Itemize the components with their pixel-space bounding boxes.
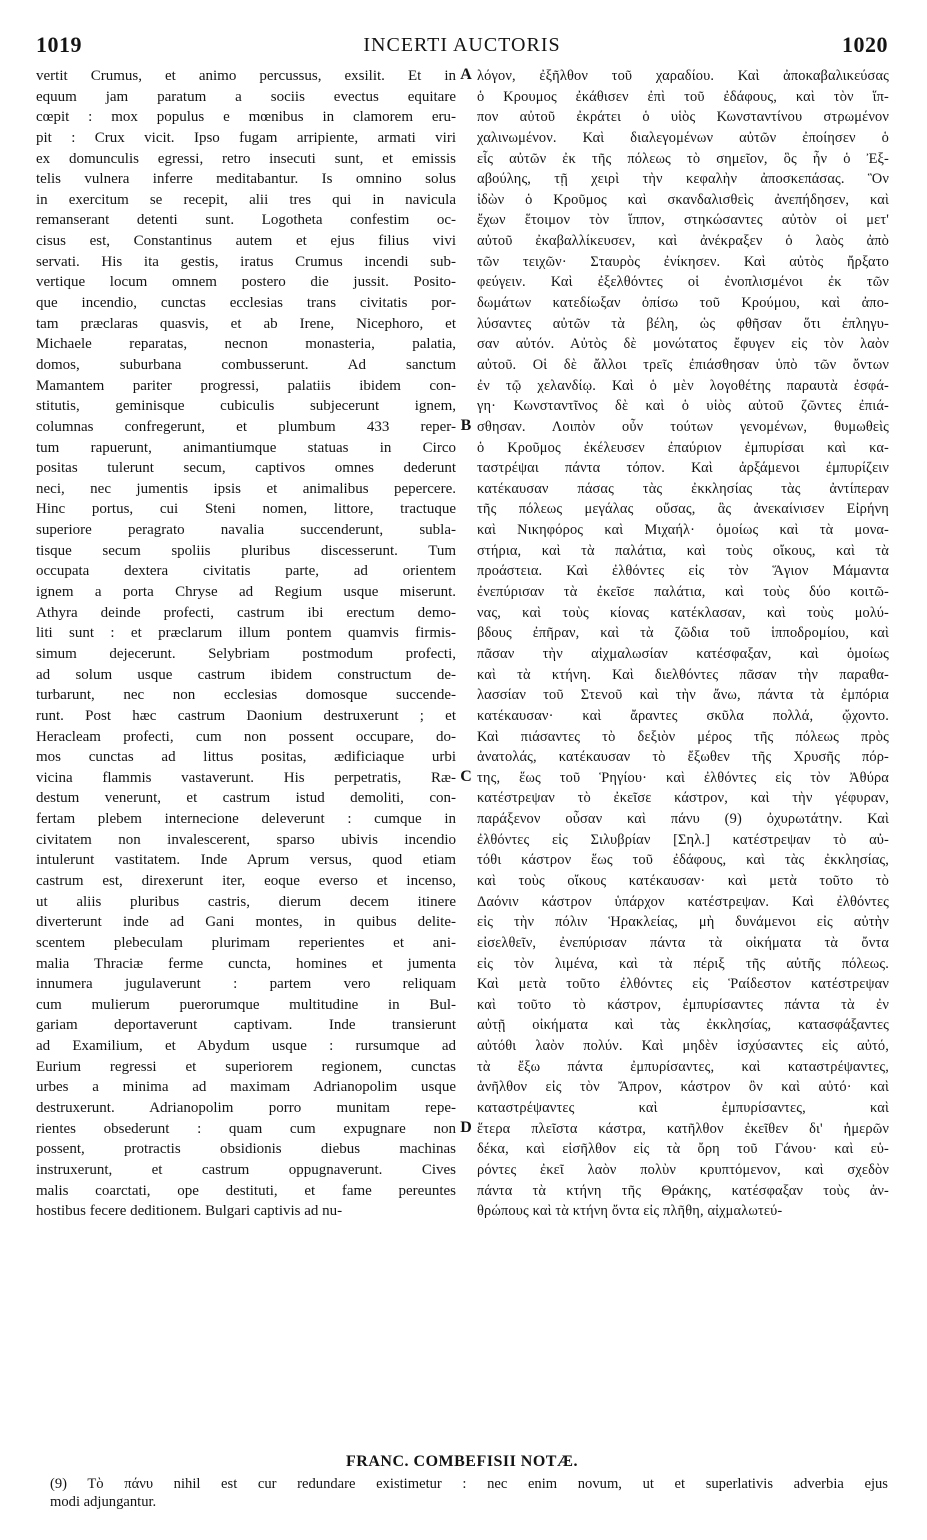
latin-text-line: instruxerunt, et castrum oppugnaverunt. Cives <box>36 1161 456 1178</box>
greek-text-line: τόθι κάστρον ἕως τοῦ ἐδάφους, καὶ τὰς ἐκκλησίας, <box>477 852 889 869</box>
margin-marker-a: A <box>460 66 472 83</box>
latin-text-line: Heracleam profecti, cum non possent occupare, do- <box>36 728 456 745</box>
latin-text-line: Eurium regressi et superiorem regionem, cunctas <box>36 1058 456 1075</box>
page-number-right: 1020 <box>842 32 888 57</box>
greek-text-line: αὐτοῦ ἐκαβαλλίκευσεν, καὶ ἀνέκραξεν ὁ λαὸς ἀπὸ <box>477 233 889 250</box>
latin-text-line: superiore peragrato navalia succenderunt, subla- <box>36 522 456 539</box>
latin-text-line: pit : Crux vicit. Ipso fugam arripiente, armati viri <box>36 129 456 146</box>
greek-text-line: σθησαν. Λοιπὸν οὖν τούτων γενομένων, θυμωθεὶς <box>477 418 889 435</box>
latin-text-line: vicina flammis vastaverunt. His perpetratis, Ræ- <box>36 769 456 786</box>
margin-marker-d: D <box>460 1119 472 1136</box>
greek-text-line: γη· Κωνσταντῖνος δὲ καὶ ὁ υἱὸς αὐτοῦ ζῶντες ἐπιά- <box>477 398 889 415</box>
latin-text-line: Athyra deinde profecti, castrum ibi erectum demo- <box>36 604 456 621</box>
greek-text-line: δωμάτων κατεδίωξαν ὀπίσω τοῦ Κρούμου, καὶ ἀπο- <box>477 295 889 312</box>
greek-text-line: στήρια, καὶ τὰ παλάτια, καὶ τοὺς οἴκους, καὶ τὰ <box>477 542 889 559</box>
greek-text-line: ρόντες ἐκεῖ λαὸν πολὺν κρυπτόμενον, καὶ σχεδὸν <box>477 1161 889 1178</box>
note-text-line: modi adjungantur. <box>50 1494 157 1510</box>
greek-text-line: πᾶσαν τὴν αἰχμαλωσίαν κατέσφαξαν, καὶ ὁμοίως <box>477 645 889 662</box>
latin-text-line: runt. Post hæc castrum Daonium destruxerunt ; et <box>36 707 456 724</box>
latin-text-line: hostibus fecere deditionem. Bulgari captivis ad nu- <box>36 1203 343 1220</box>
latin-text-line: Mamantem pariter progressi, palatiis ibidem con- <box>36 377 456 394</box>
latin-text-line: Hinc portus, cui Steni nomen, littore, tractuque <box>36 501 456 518</box>
greek-text-line: ἀνῆλθον εἰς τὸν Ἄπρον, κάστρον ὂν καὶ αὐτό· καὶ <box>477 1079 889 1096</box>
latin-text-line: malis coarctati, ope destituti, et fame pereuntes <box>36 1182 456 1199</box>
latin-text-line: Michaele reparatas, necnon monasteria, palatia, <box>36 336 456 353</box>
greek-text-line: δέκα, καὶ εἰσῆλθον εἰς τὰ ὄρη τοῦ Γάνου· καὶ εὑ- <box>477 1141 889 1158</box>
greek-text-line: σαν αὐτόν. Αὐτὸς δὲ μονώτατος ἔφυγεν εἰς τὸν λαὸν <box>477 336 889 353</box>
greek-text-line: τῆς πόλεως μεγάλας οὔσας, ἃς ἀνεκαίνισεν Εἰρήνη <box>477 501 889 518</box>
greek-text-line: λύσαντες αὐτῶν τὰ βέλη, ὡς φθῆσαν ὅτι ἐπληγυ- <box>477 315 889 332</box>
greek-text-line: καὶ τοῦτο τὸ κάστρον, ἐμπυρίσαντες πάντα τὰ ἐν <box>477 996 889 1013</box>
greek-text-line: ἐν τῷ χελανδίῳ. Καὶ ὁ μὲν λογοθέτης παραυτὰ ἐσφά- <box>477 377 889 394</box>
latin-text-line: neci, nec jumentis ipsis et animalibus pepercere. <box>36 480 456 497</box>
latin-text-line: ex domunculis egressi, retro insecuti sunt, et emissis <box>36 150 456 167</box>
latin-text-line: cisus est, Constantinus autem et ejus filius vivi <box>36 233 456 250</box>
greek-text-line: φεύγειν. Καὶ ἐξελθόντες οἱ ἐνοπλισμένοι ἐκ τῶν <box>477 274 889 291</box>
latin-text-line: tum rapuerunt, animantiumque statuas in Circo <box>36 439 456 456</box>
notes-title: FRANC. COMBEFISII NOTÆ. <box>346 1453 578 1470</box>
greek-text-line: πον αὐτοῦ ἐκράτει ὁ υἱὸς Κωνσταντίνου στρωμένον <box>477 109 889 126</box>
greek-text-line: εἷς αὐτῶν ἐκ τῆς πόλεως τὸ σημεῖον, ὃς ἦν ὁ Ἐξ- <box>477 150 889 167</box>
greek-column <box>477 66 889 1222</box>
greek-text-line: παράξενον οὖσαν καὶ πάνυ (9) ὀχυρωτάτην. Καὶ <box>477 811 889 828</box>
greek-text-line: εἰσελθεῖν, ἐνεπύρισαν πάντα τὰ οἰκήματα τὰ ὄντα <box>477 934 889 951</box>
greek-text-line: καὶ τὰ κτήνη. Καὶ διελθόντες πᾶσαν τὴν παραθα- <box>477 666 889 683</box>
greek-text-line: ἐνεπύρισαν τὰ ἐκεῖσε παλάτια, καὶ τοὺς δύο κοιτῶ- <box>477 584 889 601</box>
greek-text-line: ταστρέψαι πάντα τόπον. Καὶ ἀρξάμενοι ἐμπυρίζειν <box>477 460 889 477</box>
latin-text-line: ad Examilium, et Abydum usque : rursumque ad <box>36 1038 456 1055</box>
greek-text-line: της, ἕως τοῦ Ῥηγίου· καὶ ἐλθόντες εἰς τὸν Ἀθύρα <box>477 769 889 786</box>
greek-text-line: εἰς τὴν πόλιν Ἡρακλείας, μὴ δυνάμενοι εἰς αὐτὴν <box>477 914 889 931</box>
latin-text-line: cum mulierum puerorumque multitudine in Bul- <box>36 996 456 1013</box>
latin-text-line: tisque secum spoliis pluribus discesserunt. Tum <box>36 542 456 559</box>
greek-text-line: ὁ Κρουμος ἐκάθισεν ἐπὶ τοῦ ἐδάφους, καὶ τὸν ἵπ- <box>477 88 889 105</box>
notes-body <box>50 1475 888 1511</box>
page-number-left: 1019 <box>36 32 82 57</box>
greek-text-line: αὐτῇ οἰκήματα καὶ τὰς ἐκκλησίας, κατασφάξαντες <box>477 1017 889 1034</box>
greek-text-line: ἐλθόντες εἰς Σιλυβρίαν [Σηλ.] κατέστρεψαν τὸ αὐ- <box>477 831 889 848</box>
greek-text-line: τὰ ἔξω πάντα ἐμπυρίσαντες, καὶ καταστρέψαντες, <box>477 1058 889 1075</box>
latin-text-line: malia Thraciæ ferme cuncta, homines et jumenta <box>36 955 456 972</box>
latin-text-line: urbes a minima ad maximam Adrianopolim usque <box>36 1079 456 1096</box>
greek-text-line: εἰς τὸν λιμένα, καὶ τὰ πέριξ τῆς αὐτῆς πόλεως. <box>477 955 889 972</box>
greek-text-line: αβούλης, τῇ χειρὶ τὴν κεφαλὴν ἀποσκεπάσας. Ὃν <box>477 171 889 188</box>
greek-text-line: καὶ τοὺς οἴκους κατέκαυσαν· καὶ μετὰ τοῦτο τὸ <box>477 872 889 889</box>
latin-text-line: telis vulnera inferre meditabantur. Is omnino solus <box>36 171 456 188</box>
greek-text-line: βδους ἐπῆραν, καὶ τὰ ζῶδια τοῦ ἱπποδρομίου, καὶ <box>477 625 889 642</box>
greek-text-line: προάστεια. Καὶ ἐλθόντες εἰς τὸν Ἅγιον Μάμαντα <box>477 563 889 580</box>
latin-text-line: equum jam paratum a sociis evectus equitare <box>36 88 456 105</box>
latin-text-line: in exercitum se recepit, alii tres qui in navicula <box>36 191 456 208</box>
greek-text-line: Δαόνιν κάστρον ὑπάρχον κατέστρεψαν. Καὶ ἐλθόντες <box>477 893 889 910</box>
latin-text-line: liti sunt : et præclarum illum pontem quamvis firmis- <box>36 625 456 642</box>
greek-text-line: θρώπους καὶ τὰ κτήνη ὄντα εἰς πλῆθη, αἰχμαλωτεύ- <box>477 1203 783 1220</box>
latin-text-line: destum venerunt, et castrum istud demoliti, con- <box>36 790 456 807</box>
greek-text-line: καὶ Νικηφόρος καὶ Μιχαήλ· ὁμοίως καὶ τὰ μονα- <box>477 522 889 539</box>
latin-text-line: possent, protractis obsidionis diebus machinas <box>36 1141 456 1158</box>
greek-text-line: αὐτοῦ. Οἱ δὲ ἄλλοι τρεῖς ἐπιάσθησαν ὑπὸ τῶν ὄντων <box>477 356 889 373</box>
greek-text-line: Καὶ μετὰ τοῦτο ἐλθόντες εἰς Ῥαίδεστον κατέστρεψαν <box>477 976 889 993</box>
greek-text-line: ἔχων ἕτοιμον τὸν ἵππον, στηκώσαντες αὐτὸν οἱ μετ' <box>477 212 889 229</box>
greek-text-line: Καὶ πιάσαντες τὸ δεξιὸν μέρος τῆς πόλεως πρὸς <box>477 728 889 745</box>
latin-text-line: ignem a porta Chryse ad Regium usque miserunt. <box>36 584 456 601</box>
latin-text-line: castrum est, direxerunt iter, eoque everso et incenso, <box>36 872 456 889</box>
latin-text-line: rientes obsederunt : quam cum expugnare non <box>36 1120 456 1137</box>
page-header <box>36 30 888 64</box>
latin-text-line: turbarunt, nec non ecclesias domosque succende- <box>36 687 456 704</box>
latin-text-line: civitatem non invalescerent, sparso ubivis incendio <box>36 831 456 848</box>
greek-text-line: καταστρέψαντες καὶ ἐμπυρίσαντες, καὶ <box>477 1100 889 1117</box>
margin-marker-c: C <box>460 768 472 785</box>
latin-text-line: servati. His ita gestis, iratus Crumus incendi sub- <box>36 253 456 270</box>
latin-text-line: ad solum usque castrum ibidem constructum de- <box>36 666 456 683</box>
margin-marker-b: B <box>460 417 472 434</box>
latin-text-line: diverterunt inde ad Gani montes, in quibus delite- <box>36 914 456 931</box>
greek-text-line: αὐτόθι λαὸν πολύν. Καὶ μηδὲν ἰσχύσαντες εἰς αὐτό, <box>477 1038 889 1055</box>
running-title: INCERTI AUCTORIS <box>363 34 561 56</box>
greek-text-line: ἕτερα πλεῖστα κάστρα, κατῆλθον ἐκεῖθεν δι' ἡμερῶν <box>477 1120 889 1137</box>
greek-text-line: πάντα τὰ κτήνη τῆς Θράκης, κατέσφαξαν τοὺς ἀν- <box>477 1182 889 1199</box>
latin-text-line: innumera jugulaverunt : partem vero reliquam <box>36 976 456 993</box>
greek-text-line: κατέκαυσαν πάσας τὰς ἐκκλησίας τὰς ἀντίπεραν <box>477 480 889 497</box>
latin-text-line: mos cunctas ad littus positas, ædificiaque urbi <box>36 749 456 766</box>
latin-text-line: gariam deportaverunt captivam. Inde transierunt <box>36 1017 456 1034</box>
latin-text-line: positas tulerunt secum, captivos omnes dederunt <box>36 460 456 477</box>
latin-text-line: occupata dextera civitatis parte, ad orientem <box>36 563 456 580</box>
latin-text-line: cœpit : mox populus e mœnibus in clamorem eru- <box>36 109 456 126</box>
greek-text-line: τῶν τειχῶν· Σταυρὸς ἐνίκησεν. Καὶ αὐτὸς ἤρξατο <box>477 253 889 270</box>
greek-text-line: χαλινωμένον. Καὶ διαλεγομένων αὐτῶν ἐποίησεν ὁ <box>477 129 889 146</box>
latin-column <box>36 66 456 1222</box>
greek-text-line: κατέστρεψαν τὸ ἐκεῖσε κάστρον, καὶ τὴν γέφυραν, <box>477 790 889 807</box>
latin-text-line: tam præclaras quasvis, et ab Irene, Nicephoro, et <box>36 315 456 332</box>
latin-text-line: domos, suburbana combusserunt. Ad sanctum <box>36 356 456 373</box>
latin-text-line: destruxerunt. Adrianopolim porro munitam repe- <box>36 1100 456 1117</box>
note-text-line: (9) Τὸ πάνυ nihil est cur redundare existimetur : nec enim novum, ut et superlativis adverbia ejus <box>50 1476 888 1492</box>
latin-text-line: remanserant detenti sunt. Logotheta confestim oc- <box>36 212 456 229</box>
latin-text-line: simum dejecerunt. Selybriam postmodum profecti, <box>36 645 456 662</box>
latin-text-line: fertam plebem internecione deleverunt : cumque in <box>36 811 456 828</box>
latin-text-line: que incendio, cunctas ecclesias trans civitatis por- <box>36 295 456 312</box>
greek-text-line: ἀνατολάς, κατέκαυσαν τὸ ἔξωθεν τῆς Χρυσῆς πόρ- <box>477 749 889 766</box>
greek-text-line: λόγον, ἐξῆλθον τοῦ χαραδίου. Καὶ ἀποκαβαλικεύσας <box>477 68 889 84</box>
greek-text-line: κατέκαυσαν· καὶ ἄραντες σκῦλα πολλά, ᾤχοντο. <box>477 707 889 724</box>
greek-text-line: ἰδὼν ὁ Κροῦμος καὶ σκανδαλισθεὶς ἀνεπήδησεν, καὶ <box>477 191 889 208</box>
latin-text-line: vertique locum omnem postero die jussit. Posito- <box>36 274 456 291</box>
latin-text-line: ut aliis pluribus castris, dierum decem itinere <box>36 893 456 910</box>
latin-text-line: intulerunt vastitatem. Inde Aprum versus, quod etiam <box>36 852 456 869</box>
greek-text-line: λασσίαν τοῦ Στενοῦ καὶ τὴν ἄνω, πάντα τὰ ἐμπόρια <box>477 687 889 704</box>
greek-text-line: νας, καὶ τοὺς κίονας κατέκλασαν, καὶ τοὺς μολύ- <box>477 604 889 621</box>
latin-text-line: columnas confregerunt, et plumbum 433 reper- <box>36 418 456 435</box>
latin-text-line: scentem plebeculam plurimam reperientes et ani- <box>36 934 456 951</box>
latin-text-line: stitutis, geminisque cubiculis subjecerunt ignem, <box>36 398 456 415</box>
greek-text-line: ὁ Κροῦμος ἐκέλευσεν ἐπαύριον ἐμπυρίσαι καὶ κα- <box>477 439 889 456</box>
latin-text-line: vertit Crumus, et animo percussus, exsilit. Et in <box>36 68 456 84</box>
